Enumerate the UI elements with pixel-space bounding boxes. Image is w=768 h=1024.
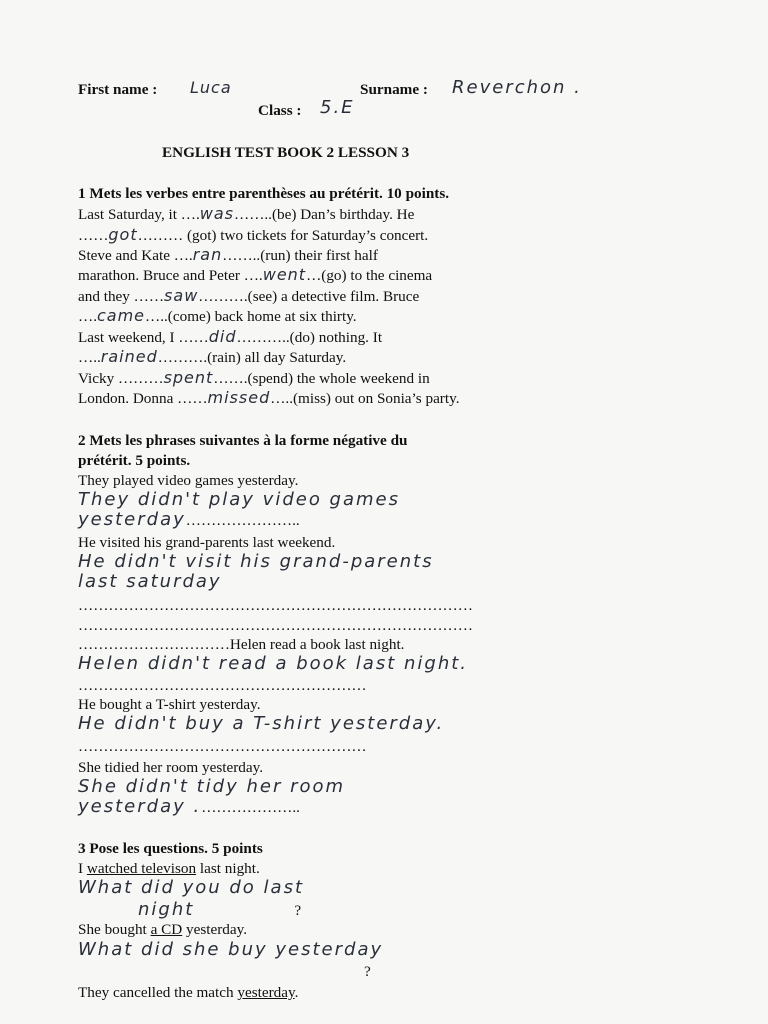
s2-answer-2a: He didn't visit his grand-parents: [78, 551, 434, 572]
class-label: Class :: [258, 102, 302, 119]
s1-answer-4: went: [262, 265, 307, 284]
s2-prompt-3: Helen read a book last night.: [229, 636, 405, 653]
section1-heading: 1 Mets les verbes entre parenthèses au prétérit. 10 points.: [78, 185, 450, 202]
s1-answer-10: missed: [207, 388, 271, 407]
s1-line-7: Last weekend, I ……did………..(do) nothing. It: [78, 327, 383, 346]
s3-answer-1b: night: [138, 899, 195, 920]
s1-answer-6: came: [96, 306, 146, 325]
s2-answer-5b-line: yesterday .………………..: [78, 796, 300, 817]
s2-prompt-1: They played video games yesterday.: [78, 472, 299, 489]
s1-line-6: ….came…..(come) back home at six thirty.: [78, 306, 357, 325]
s2-answer-1a: They didn't play video games: [78, 489, 401, 510]
s1-line-9: Vicky ………spent…….(spend) the whole weekend in: [78, 368, 430, 387]
s1-line-10: London. Donna ……missed…..(miss) out on Sonia’s party.: [78, 388, 460, 407]
s2-blank-line-1: ……………………………………………………………………: [78, 597, 473, 614]
s1-answer-8: rained: [100, 347, 158, 366]
s2-prompt-4: He bought a T-shirt yesterday.: [78, 696, 261, 713]
s2-prompt-2: He visited his grand-parents last weekend.: [78, 534, 336, 551]
s1-line-8: …..rained……….(rain) all day Saturday.: [78, 347, 347, 366]
s1-answer-2: got: [108, 225, 138, 244]
s2-answer-3b-line: …………………………………………………: [78, 677, 367, 694]
section2-heading-line2: prétérit. 5 points.: [78, 452, 191, 469]
s3-answer-1a: What did you do last: [78, 877, 305, 898]
s2-answer-1b-line: yesterday…………………..: [78, 509, 300, 530]
s1-line-3: Steve and Kate ….ran……..(run) their first half: [78, 245, 378, 264]
s1-answer-3: ran: [192, 245, 223, 264]
s1-line-4: marathon. Bruce and Peter ….went…(go) to the cinema: [78, 265, 433, 284]
section3-heading: 3 Pose les questions. 5 points: [78, 840, 263, 857]
s1-line-2: ……got……… (got) two tickets for Saturday’s concert.: [78, 225, 429, 244]
class-value: 5.E: [320, 97, 355, 118]
first-name-label: First name :: [78, 81, 158, 98]
s1-answer-5: saw: [164, 286, 199, 305]
first-name-value: Luca: [190, 78, 232, 97]
s2-answer-4a: He didn't buy a T-shirt yesterday.: [78, 713, 445, 734]
s3-prompt-2: She bought a CD yesterday.: [78, 921, 248, 938]
s1-answer-1: was: [199, 204, 234, 223]
s3-answer-1b-line: night ?: [138, 899, 302, 920]
surname-label: Surname :: [360, 81, 428, 98]
s3-answer-2b-line: ?: [364, 963, 371, 980]
s2-answer-5a: She didn't tidy her room: [78, 776, 346, 797]
s1-answer-9: spent: [163, 368, 214, 387]
s3-prompt-1: I watched televison last night.: [78, 860, 260, 877]
surname-value: Reverchon .: [452, 77, 582, 98]
s1-answer-7: did: [208, 327, 237, 346]
s2-prompt-5: She tidied her room yesterday.: [78, 759, 264, 776]
s2-answer-2b: last saturday: [78, 571, 222, 592]
s2-answer-1b: yesterday: [78, 509, 186, 530]
page-title: ENGLISH TEST BOOK 2 LESSON 3: [162, 144, 410, 161]
s2-answer-5b: yesterday .: [78, 796, 202, 817]
s1-line-5: and they ……saw……….(see) a detective film. Bruce: [78, 286, 420, 305]
s3-prompt-3: They cancelled the match yesterday.: [78, 984, 299, 1001]
section2-heading-line1: 2 Mets les phrases suivantes à la forme négative du: [78, 432, 408, 449]
s2-prompt-3-line: …………………………Helen read a book last night.: [78, 636, 405, 653]
s2-answer-4b-line: …………………………………………………: [78, 738, 367, 755]
s2-answer-3a: Helen didn't read a book last night.: [78, 653, 469, 674]
s3-answer-2a: What did she buy yesterday: [78, 939, 384, 960]
s2-blank-line-2: ……………………………………………………………………: [78, 617, 473, 634]
s1-line-1: Last Saturday, it ….was……..(be) Dan’s birthday. He: [78, 204, 415, 223]
